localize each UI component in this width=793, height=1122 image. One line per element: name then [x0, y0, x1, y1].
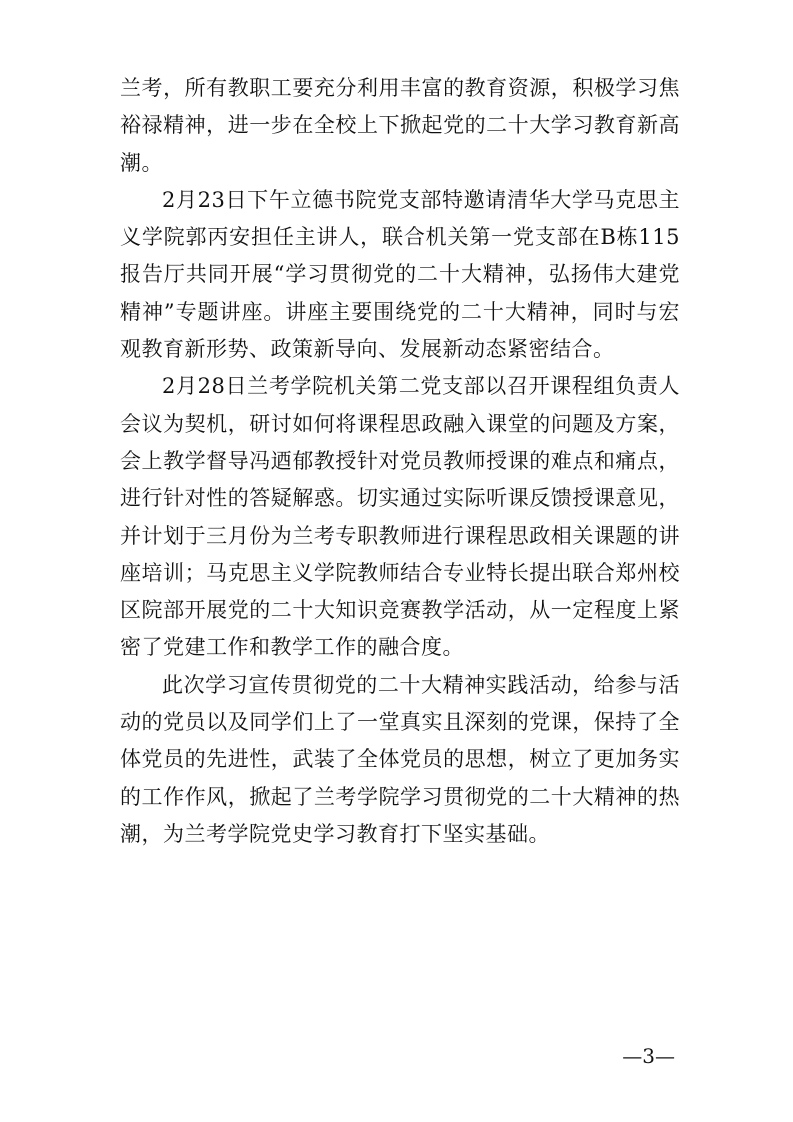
paragraph-lecture: 2月23日下午立德书院党支部特邀请清华大学马克思主义学院郭丙安担任主讲人，联合机关第一党支部在B栋115报告厅共同开展“学习贯彻党的二十大精神，弘扬伟大建党精神”专题讲座。讲座主要围绕党的二十大精神，同时与宏观教育新形势、政策新导向、发展新动态紧密结合。	[120, 187, 680, 362]
page-number: —3—	[622, 1044, 675, 1068]
paragraph-course-meeting: 2月28日兰考学院机关第二党支部以召开课程组负责人会议为契机，研讨如何将课程思政融入课堂的问题及方案，会上教学督导冯迺郁教授针对党员教师授课的难点和痛点，进行针对性的答疑解惑。切实通过实际听课反馈授课意见，并计划于三月份为兰考专职教师进行课程思政相关课题的讲座培训；马克思主义学院教师结合专业特长提出联合郑州校区院部开展党的二十大知识竞赛教学活动，从一定程度上紧密了党建工作和教学工作的融合度。	[120, 374, 680, 660]
document-body	[120, 70, 680, 853]
paragraph-summary: 此次学习宣传贯彻党的二十大精神实践活动，给参与活动的党员以及同学们上了一堂真实且深刻的党课，保持了全体党员的先进性，武装了全体党员的思想，树立了更加务实的工作作风，掀起了兰考学院学习贯彻党的二十大精神的热潮，为兰考学院党史学习教育打下坚实基础。	[120, 672, 680, 846]
paragraph-continuation: 兰考，所有教职工要充分利用丰富的教育资源，积极学习焦裕禄精神，进一步在全校上下掀起党的二十大学习教育新高潮。	[120, 76, 680, 175]
